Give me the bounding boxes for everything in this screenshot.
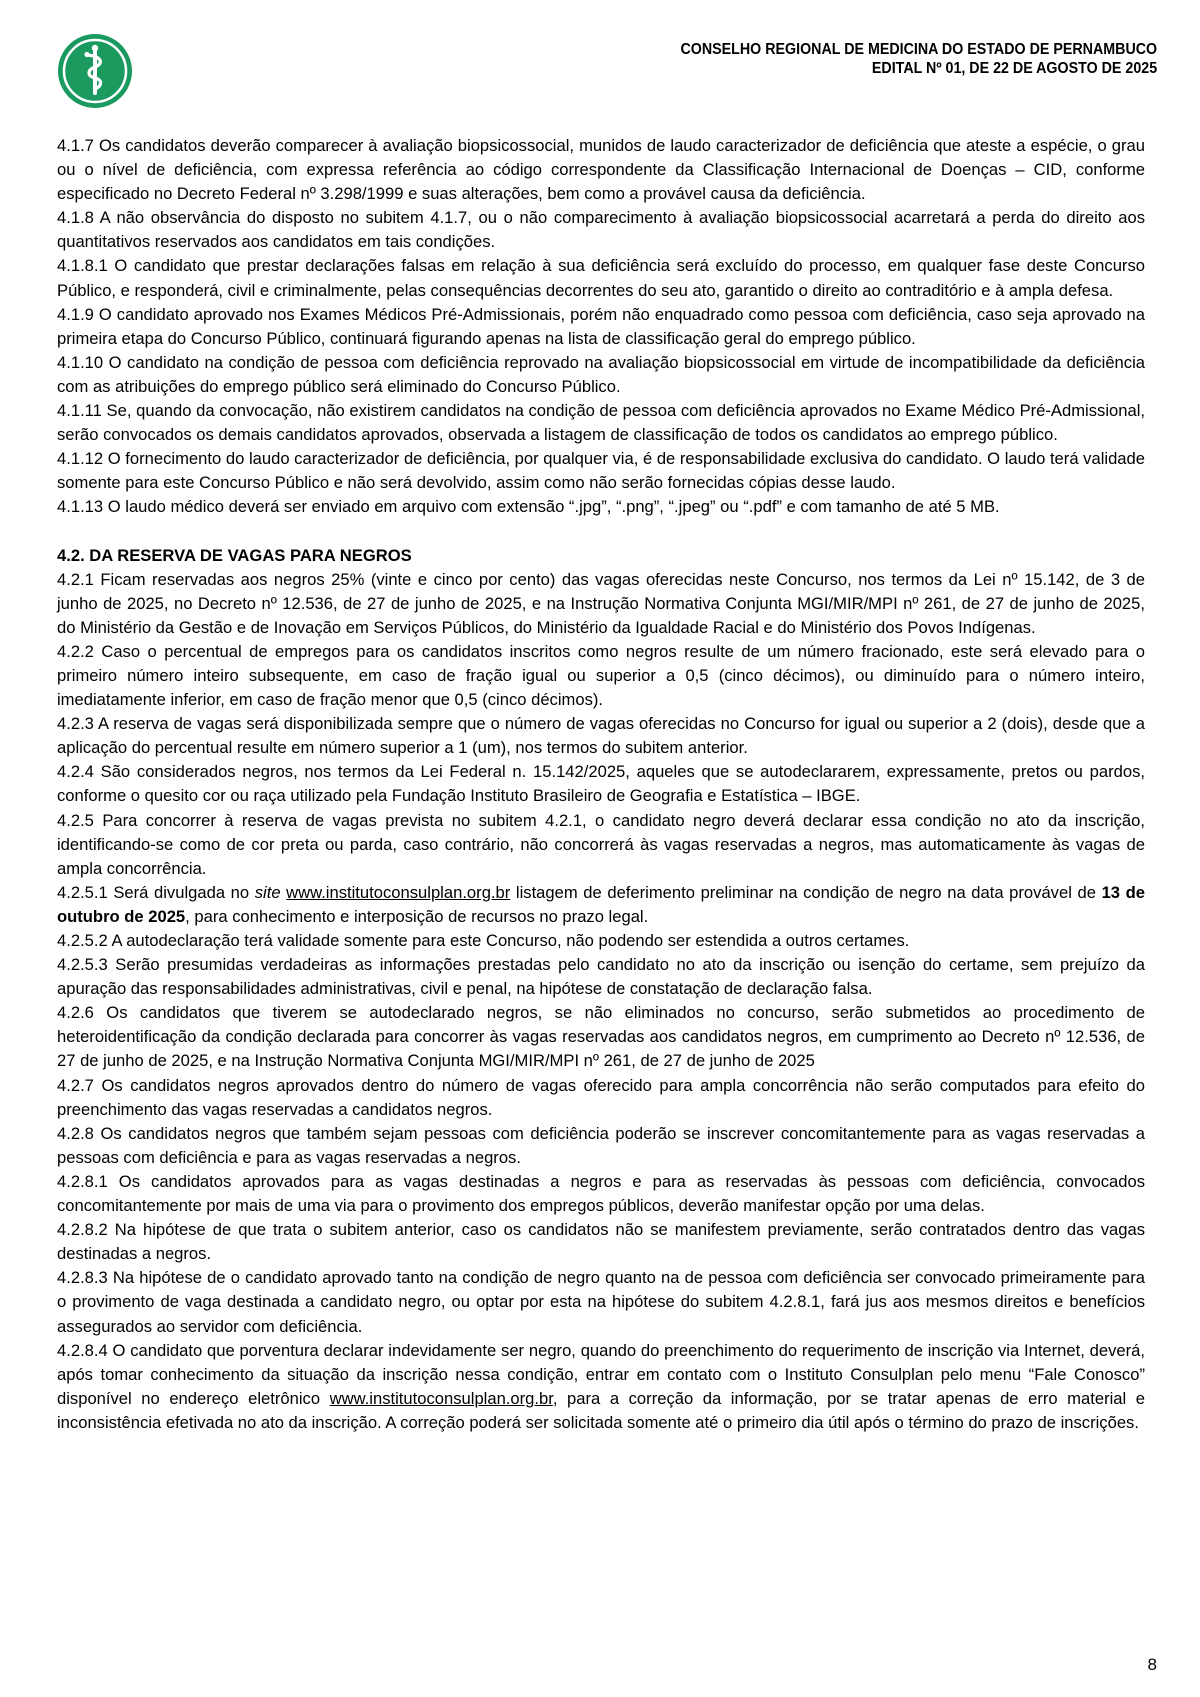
- paragraph-4-1-8-1: 4.1.8.1 O candidato que prestar declarações falsas em relação à sua deficiência será excluído do processo, em qualquer fase deste Concurso Público, e responderá, civil e criminalmente, pelas consequências decorrentes do seu ato, garantido o direito ao contraditório e à ampla defesa.: [57, 256, 1145, 300]
- paragraph-text: listagem de deferimento preliminar na condição de negro na data provável de: [510, 882, 1102, 902]
- paragraph-4-2-5: 4.2.5 Para concorrer à reserva de vagas prevista no subitem 4.2.1, o candidato negro deverá declarar essa condição no ato da inscrição, identificando-se como de cor preta ou parda, caso contrário, não concorrerá às vagas reservadas a negros, mas automaticamente às vagas de ampla concorrência.: [57, 810, 1145, 878]
- paragraph-text: , para a correção da informação, por se tratar apenas de erro material e inconsistência efetivada no ato da inscrição. A correção poderá ser solicitada somente até o primeiro dia útil após o término do prazo de inscrições.: [57, 1388, 1146, 1432]
- paragraph-4-2-1: 4.2.1 Ficam reservadas aos negros 25% (vinte e cinco por cento) das vagas oferecidas neste Concurso, nos termos da Lei nº 15.142, de 3 de junho de 2025, no Decreto nº 12.536, de 27 de junho de 2025, e na Instrução Normativa Conjunta MGI/MIR/MPI nº 261, de 27 de junho de 2025, do Ministério da Gestão e de Inovação em Serviços Públicos, do Ministério da Igualdade Racial e do Ministério dos Povos Indígenas.: [57, 569, 1145, 637]
- org-name: CONSELHO REGIONAL DE MEDICINA DO ESTADO DE PERNAMBUCO: [680, 41, 1157, 58]
- paragraph-4-2-8-3: 4.2.8.3 Na hipótese de o candidato aprovado tanto na condição de negro quanto na de pessoa com deficiência ser convocado primeiramente para o provimento de vaga destinada a candidato negro, ou optar por esta na hipótese do subitem 4.2.8.1, fará jus aos mesmos direitos e benefícios assegurados ao servidor com deficiência.: [57, 1268, 1145, 1336]
- paragraph-4-2-3: 4.2.3 A reserva de vagas será disponibilizada sempre que o número de vagas oferecidas no Concurso for igual ou superior a 2 (dois), desde que a aplicação do percentual resulte em número superior a 1 (um), nos termos do subitem anterior.: [57, 714, 1145, 758]
- paragraph-4-2-5-1: [57, 881, 1145, 929]
- paragraph-4-2-2: 4.2.2 Caso o percentual de empregos para os candidatos inscritos como negros resulte de um número fracionado, este será elevado para o primeiro número inteiro subsequente, em caso de fração igual ou superior a 0,5 (cinco décimos), ou diminuído para o número inteiro, imediatamente inferior, em caso de fração menor que 0,5 (cinco décimos).: [57, 641, 1145, 710]
- paragraph-4-2-5-3: 4.2.5.3 Serão presumidas verdadeiras as informações prestadas pelo candidato no ato da inscrição ou isenção do certame, sem prejuízo da apuração das responsabilidades administrativas, civil e penal, na hipótese de constatação de declaração falsa.: [57, 955, 1145, 999]
- paragraph-4-2-8-2: 4.2.8.2 Na hipótese de que trata o subitem anterior, caso os candidatos não se manifestem previamente, serão contratados dentro das vagas destinadas a negros.: [57, 1220, 1145, 1264]
- paragraph-text: , para conhecimento e interposição de recursos no prazo legal.: [185, 906, 649, 926]
- paragraph-4-1-13: 4.1.13 O laudo médico deverá ser enviado em arquivo com extensão “.jpg”, “.png”, “.jpeg” ou “.pdf” e com tamanho de até 5 MB.: [57, 497, 1000, 517]
- paragraph-4-2-8-1: 4.2.8.1 Os candidatos aprovados para as vagas destinadas a negros e para as reservadas às pessoas com deficiência, convocados concomitantemente por mais de uma via para o provimento dos empregos públicos, deverão manifestar opção por uma delas.: [57, 1171, 1145, 1216]
- paragraph-4-2-6: 4.2.6 Os candidatos que tiverem se autodeclarado negros, se não eliminados no concurso, serão submetidos ao procedimento de heteroidentificação da condição declarada para concorrer às vagas reservadas aos candidatos negros, em cumprimento ao Decreto nº 12.536, de 27 de junho de 2025, e na Instrução Normativa Conjunta MGI/MIR/MPI nº 261, de 27 de junho de 2025: [57, 1003, 1145, 1071]
- paragraph-4-2-5-2: 4.2.5.2 A autodeclaração terá validade somente para este Concurso, não podendo ser estendida a outros certames.: [57, 931, 910, 950]
- medicine-caduceus-icon: [57, 33, 133, 109]
- paragraph-4-2-4: 4.2.4 São considerados negros, nos termos da Lei Federal n. 15.142/2025, aqueles que se autodeclararem, expressamente, pretos ou pardos, conforme o quesito cor ou raça utilizado pela Fundação Instituto Brasileiro de Geografia e Estatística – IBGE.: [57, 762, 1145, 806]
- paragraph-4-2-8-4: [57, 1339, 1145, 1435]
- edital-title: EDITAL Nº 01, DE 22 DE AGOSTO DE 2025: [871, 60, 1157, 77]
- consulplan-link[interactable]: www.institutoconsulplan.org.br: [286, 882, 511, 902]
- site-word: site: [254, 882, 281, 902]
- paragraph-4-1-8: 4.1.8 A não observância do disposto no subitem 4.1.7, ou o não comparecimento à avaliação biopsicossocial acarretará a perda do direito aos quantitativos reservados aos candidatos em tais condições.: [57, 208, 1145, 252]
- consulplan-link[interactable]: www.institutoconsulplan.org.br: [329, 1388, 553, 1408]
- paragraph-4-1-11: 4.1.11 Se, quando da convocação, não existirem candidatos na condição de pessoa com deficiência aprovados no Exame Médico Pré-Admissional, serão convocados os demais candidatos aprovados, observada a listagem de classificação de todos os candidatos ao emprego público.: [57, 401, 1145, 445]
- paragraph-4-1-10: 4.1.10 O candidato na condição de pessoa com deficiência reprovado na avaliação biopsicossocial em virtude de incompatibilidade da deficiência com as atribuições do emprego público será eliminado do Concurso Público.: [57, 352, 1145, 396]
- document-body: [57, 134, 1145, 1435]
- header-text: [680, 40, 1157, 78]
- paragraph-4-2-8: 4.2.8 Os candidatos negros que também sejam pessoas com deficiência poderão se inscrever concomitantemente para as vagas reservadas a pessoas com deficiência e para as vagas reservadas a negros.: [57, 1123, 1145, 1167]
- paragraph-4-1-9: 4.1.9 O candidato aprovado nos Exames Médicos Pré-Admissionais, porém não enquadrado como pessoa com deficiência, caso seja aprovado na primeira etapa do Concurso Público, continuará figurando apenas na lista de classificação geral do emprego público.: [57, 304, 1145, 348]
- paragraph-text: 4.2.5.1 Será divulgada no: [57, 882, 255, 902]
- paragraph-4-2-7: 4.2.7 Os candidatos negros aprovados dentro do número de vagas oferecido para ampla concorrência não serão computados para efeito do preenchimento das vagas reservadas a candidatos negros.: [57, 1075, 1145, 1119]
- paragraph-4-1-7: 4.1.7 Os candidatos deverão comparecer à avaliação biopsicossocial, munidos de laudo caracterizador de deficiência que ateste a espécie, o grau ou o nível de deficiência, com expressa referência ao código correspondente da Classificação Internacional de Doenças – CID, conforme especificado no Decreto Federal nº 3.298/1999 e suas alterações, bem como a provável causa da deficiência.: [57, 136, 1145, 204]
- highlighted-date: 13 de outubro de 2025: [57, 882, 1145, 926]
- paragraph-spacer: [57, 520, 1145, 544]
- page-header: [0, 0, 1200, 120]
- paragraph-text: 4.2.8.4 O candidato que porventura declarar indevidamente ser negro, quando do preenchimento do requerimento de inscrição via Internet, deverá, após tomar conhecimento da situação da inscrição nessa condição, entrar em contato com o Instituto Consulplan pelo menu “Fale Conosco” disponível no endereço eletrônico: [57, 1340, 1145, 1408]
- paragraph-4-1-12: 4.1.12 O fornecimento do laudo caracterizador de deficiência, por qualquer via, é de responsabilidade exclusiva do candidato. O laudo terá validade somente para este Concurso Público e não será devolvido, assim como não serão fornecidas cópias desse laudo.: [57, 449, 1145, 493]
- crm-logo: [57, 33, 133, 109]
- page-number: 8: [1147, 1655, 1157, 1674]
- section-title-4-2: 4.2. DA RESERVA DE VAGAS PARA NEGROS: [57, 545, 412, 565]
